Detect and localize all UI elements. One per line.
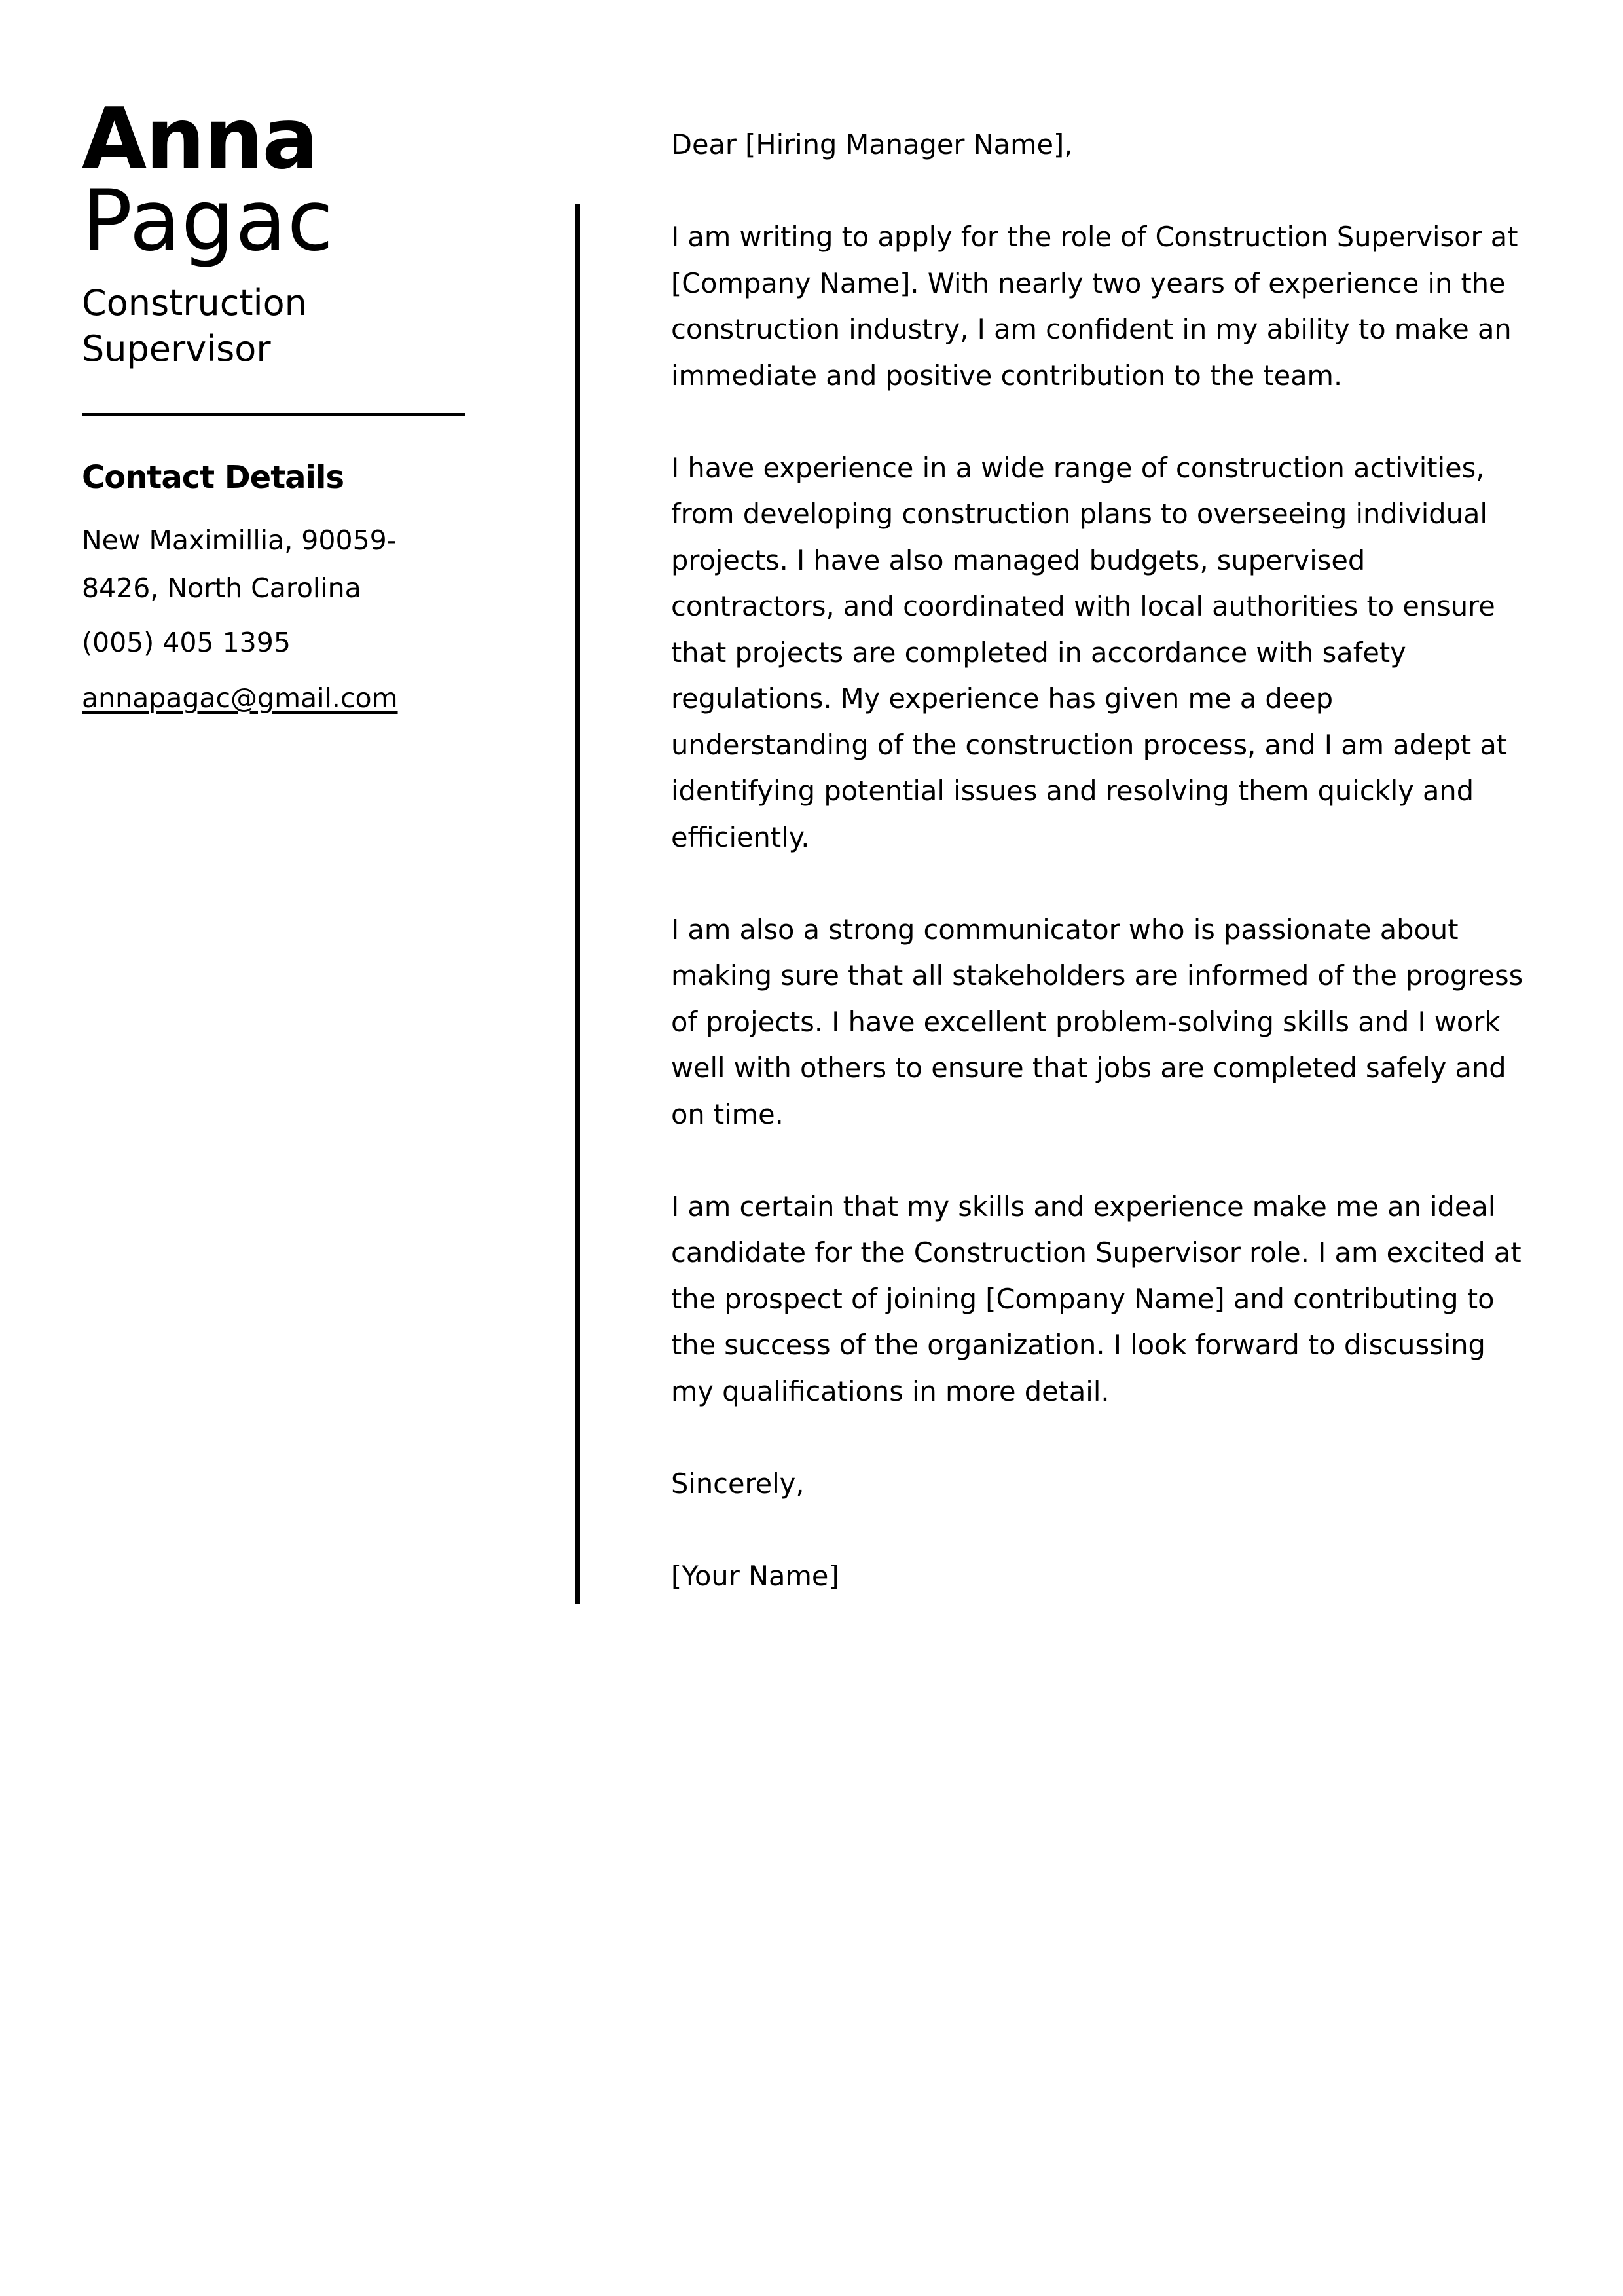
letter-signature: [Your Name] xyxy=(671,1559,839,1592)
contact-heading: Contact Details xyxy=(82,459,344,496)
first-name: Anna xyxy=(82,90,318,188)
job-title: Construction Supervisor xyxy=(82,282,307,369)
last-name: Pagac xyxy=(82,172,334,270)
letter-paragraph-3: I am also a strong communicator who is passionate about making sure that all stakeholders are informed of the progress of projects. I have excellent problem-solving skills and I work well with others to ensure that jobs are completed safely and on time. xyxy=(671,913,1523,1130)
letter-paragraph-1: I am writing to apply for the role of Construction Supervisor at [Company Name]. With nearly two years of experience in the construction industry, I am confident in my ability to make an immediate and positive contribution to the team. xyxy=(671,221,1518,392)
letter-paragraph-2: I have experience in a wide range of construction activities, from developing construction plans to overseeing individual projects. I have also managed budgets, supervised contractors, and coordinated with local authorities to ensure that projects are completed in accordance with safety regulations. My experience has given me a deep understanding of the construction process, and I am adept at identifying potential issues and resolving them quickly and efficiently. xyxy=(671,451,1508,853)
vertical-divider xyxy=(575,204,580,1604)
sidebar xyxy=(82,90,475,722)
sidebar-divider xyxy=(82,413,465,416)
contact-email-link[interactable]: annapagac@gmail.com xyxy=(82,682,398,714)
letter-salutation: Dear [Hiring Manager Name], xyxy=(671,128,1073,160)
letter-paragraph-4: I am certain that my skills and experience make me an ideal candidate for the Construction Supervisor role. I am excited at the prospect of joining [Company Name] and contributing to the success of the organization. I look forward to discussing my qualifications in more detail. xyxy=(671,1190,1522,1407)
letter-closing: Sincerely, xyxy=(671,1467,805,1500)
contact-address: New Maximillia, 90059-8426, North Carolina xyxy=(82,525,397,604)
contact-phone: (005) 405 1395 xyxy=(82,627,291,658)
letter-body xyxy=(671,122,1525,1599)
